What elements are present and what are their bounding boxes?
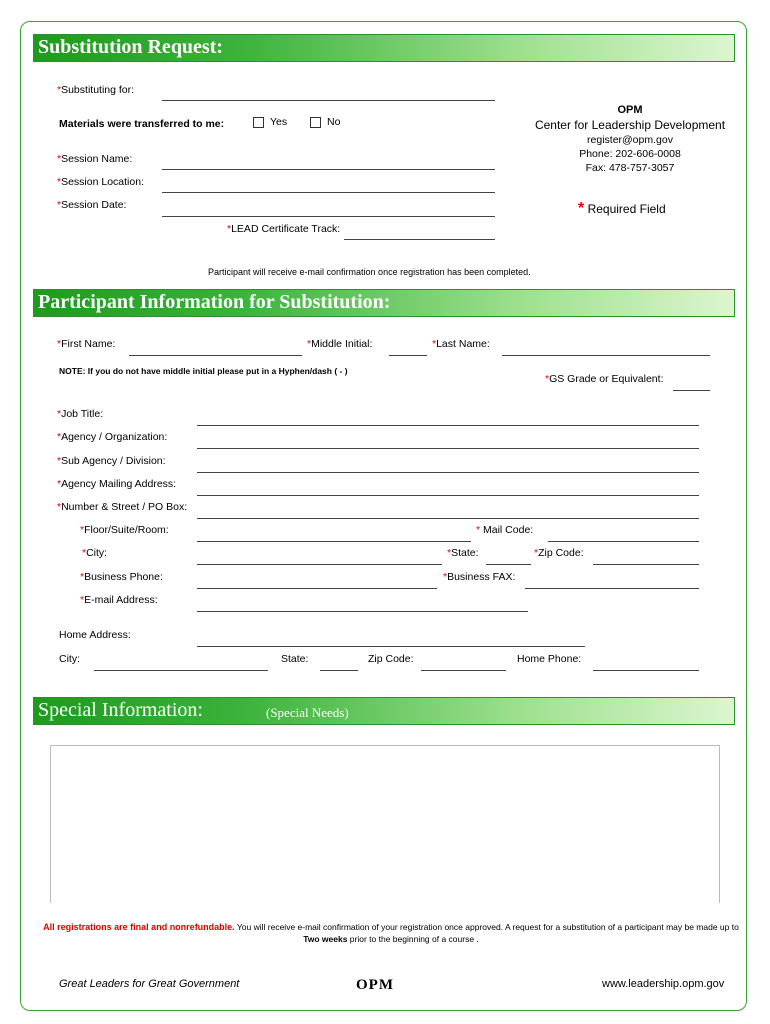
materials-yes-label: Yes	[270, 116, 288, 128]
required-field-legend: * Required Field	[578, 200, 666, 217]
session-date-label: *Session Date:	[57, 199, 127, 211]
zip-label: *Zip Code:	[534, 547, 584, 559]
mail-code-field[interactable]	[548, 541, 699, 542]
substitution-section-title: Substitution Request:	[38, 36, 224, 58]
participant-section-title: Participant Information for Substitution:	[38, 291, 391, 313]
first-name-label: *First Name:	[57, 338, 116, 350]
materials-label: Materials were transferred to me:	[59, 118, 225, 130]
home-address-label: Home Address:	[59, 629, 131, 641]
session-location-label: *Session Location:	[57, 176, 144, 188]
street-label: *Number & Street / PO Box:	[57, 501, 188, 513]
opm-contact-block	[520, 103, 740, 175]
job-title-field[interactable]	[197, 425, 699, 426]
agency-label: *Agency / Organization:	[57, 431, 168, 443]
floor-field[interactable]	[197, 541, 471, 542]
special-section-header	[33, 697, 735, 725]
two-weeks-text: Two weeks	[303, 934, 348, 944]
city-label: *City:	[82, 547, 108, 559]
home-state-field[interactable]	[320, 670, 358, 671]
last-name-label: *Last Name:	[432, 338, 490, 350]
email-field[interactable]	[197, 611, 528, 612]
nonrefundable-notice: All registrations are final and nonrefundable.	[43, 922, 235, 932]
agency-field[interactable]	[197, 448, 699, 449]
footer-url[interactable]: www.leadership.opm.gov	[602, 978, 725, 990]
business-fax-field[interactable]	[525, 588, 699, 589]
contact-fax: Fax: 478-757-3057	[585, 162, 675, 174]
middle-initial-note: NOTE: If you do not have middle initial please put in a Hyphen/dash ( - )	[59, 366, 348, 376]
state-label: *State:	[447, 547, 479, 559]
middle-initial-label: *Middle Initial:	[307, 338, 373, 350]
home-phone-field[interactable]	[593, 670, 699, 671]
contact-email: register@opm.gov	[587, 134, 673, 146]
policy-message: You will receive e-mail confirmation of your registration once approved. A request for a substitution of a participant may be made up to	[234, 922, 739, 932]
session-name-field[interactable]	[162, 169, 495, 170]
contact-phone: Phone: 202-606-0008	[579, 148, 681, 160]
lead-track-label: *LEAD Certificate Track:	[227, 223, 341, 235]
home-city-field[interactable]	[94, 670, 268, 671]
last-name-field[interactable]	[502, 355, 710, 356]
mailing-address-label: *Agency Mailing Address:	[57, 478, 177, 490]
materials-no-label: No	[327, 116, 341, 128]
business-phone-field[interactable]	[197, 588, 437, 589]
home-state-label: State:	[281, 653, 309, 665]
substituting-for-label: *Substituting for:	[57, 84, 135, 96]
confirmation-note: Participant will receive e-mail confirmation once registration has been completed.	[208, 267, 531, 277]
special-section-subtitle: (Special Needs)	[266, 705, 349, 720]
participant-section-header	[33, 289, 735, 317]
business-phone-label: *Business Phone:	[80, 571, 163, 583]
state-field[interactable]	[486, 564, 531, 565]
business-fax-label: *Business FAX:	[443, 571, 516, 583]
session-location-field[interactable]	[162, 192, 495, 193]
contact-org: OPM	[617, 104, 643, 116]
home-phone-label: Home Phone:	[517, 653, 582, 665]
materials-yes-checkbox[interactable]	[253, 117, 264, 128]
home-address-field[interactable]	[197, 646, 585, 647]
mail-code-label: * Mail Code:	[476, 524, 534, 536]
middle-initial-field[interactable]	[389, 355, 427, 356]
session-name-label: *Session Name:	[57, 153, 133, 165]
street-field[interactable]	[197, 518, 699, 519]
substituting-for-field[interactable]	[162, 100, 495, 101]
zip-field[interactable]	[593, 564, 699, 565]
floor-label: *Floor/Suite/Room:	[80, 524, 169, 536]
home-city-label: City:	[59, 653, 80, 665]
session-date-field[interactable]	[162, 216, 495, 217]
first-name-field[interactable]	[129, 355, 302, 356]
home-zip-field[interactable]	[421, 670, 506, 671]
gs-grade-label: *GS Grade or Equivalent:	[545, 373, 664, 385]
mailing-address-field[interactable]	[197, 495, 699, 496]
special-needs-textarea[interactable]	[50, 745, 720, 903]
job-title-label: *Job Title:	[57, 408, 104, 420]
sub-agency-field[interactable]	[197, 472, 699, 473]
footer-tagline: Great Leaders for Great Government	[59, 978, 240, 990]
city-field[interactable]	[197, 564, 442, 565]
special-section-title: Special Information:	[38, 699, 203, 721]
substitution-section-header	[33, 34, 735, 62]
policy-message-end: prior to the beginning of a course .	[347, 934, 479, 944]
email-label: *E-mail Address:	[80, 594, 158, 606]
materials-no-checkbox[interactable]	[310, 117, 321, 128]
lead-track-field[interactable]	[344, 239, 495, 240]
opm-logo: OPM	[356, 977, 394, 993]
sub-agency-label: *Sub Agency / Division:	[57, 455, 166, 467]
gs-grade-field[interactable]	[673, 390, 710, 391]
refund-policy-note	[35, 921, 747, 945]
home-zip-label: Zip Code:	[368, 653, 414, 665]
contact-center: Center for Leadership Development	[534, 118, 726, 132]
